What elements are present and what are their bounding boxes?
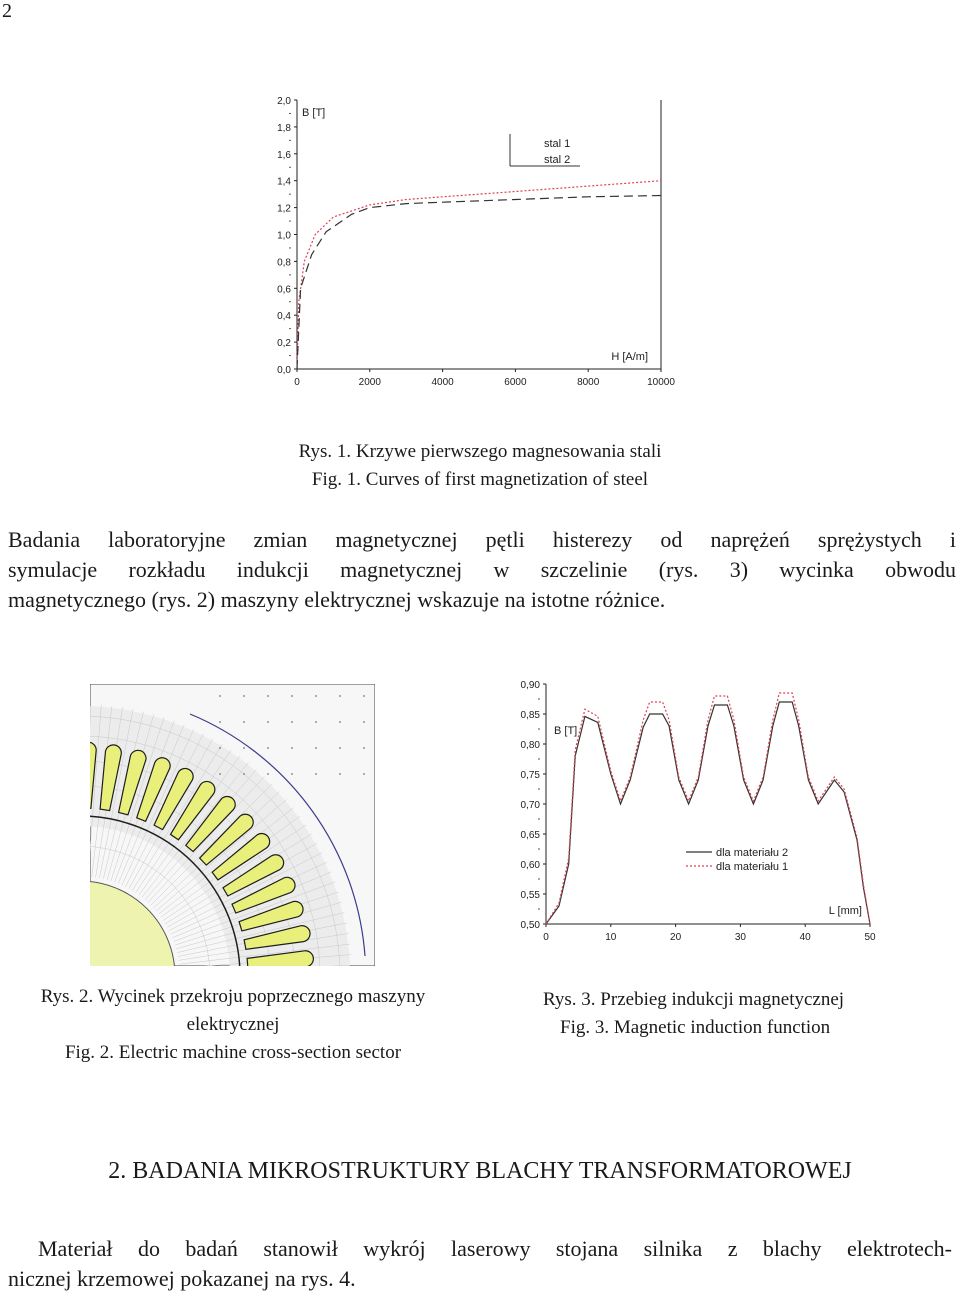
y-axis-label: B [T] bbox=[302, 107, 326, 119]
y-tick-label: 0,6 bbox=[277, 284, 291, 296]
legend-label: stal 2 bbox=[544, 154, 571, 166]
air-region-dot bbox=[219, 747, 221, 749]
air-region-dot bbox=[339, 695, 341, 697]
air-region-dot bbox=[219, 773, 221, 775]
y-tick-label: 0,2 bbox=[277, 338, 291, 350]
legend-label: dla materiału 2 bbox=[716, 847, 789, 859]
air-region-dot bbox=[291, 773, 293, 775]
air-region-dot bbox=[315, 747, 317, 749]
air-region-dot bbox=[315, 695, 317, 697]
air-region-dot bbox=[315, 721, 317, 723]
air-region-dot bbox=[363, 773, 365, 775]
y-tick-label: 0,80 bbox=[520, 740, 540, 751]
y-tick-label: 2,0 bbox=[277, 96, 291, 107]
air-region-dot bbox=[243, 721, 245, 723]
fig3-chart bbox=[500, 674, 880, 949]
air-region-dot bbox=[243, 695, 245, 697]
series-line-2 bbox=[297, 196, 661, 370]
air-region-dot bbox=[339, 773, 341, 775]
paragraph-1-line: Badania laboratoryjne zmian magnetycznej pętli histerezy od naprężeń sprężystych i bbox=[8, 527, 956, 552]
y-tick-label: 0,0 bbox=[277, 365, 291, 376]
air-region-dot bbox=[291, 721, 293, 723]
paragraph-2-line: nicznej krzemowej pokazanej na rys. 4. bbox=[8, 1266, 356, 1291]
y-tick-label: 0,90 bbox=[520, 680, 540, 691]
y-tick-label: 0,8 bbox=[277, 257, 291, 269]
y-tick-label: 0,85 bbox=[520, 710, 540, 721]
air-region-dot bbox=[243, 747, 245, 749]
air-region-dot bbox=[291, 747, 293, 749]
air-region-dot bbox=[339, 747, 341, 749]
x-tick-label: 8000 bbox=[577, 377, 600, 388]
x-tick-label: 30 bbox=[734, 932, 746, 943]
legend-label: stal 1 bbox=[544, 138, 571, 150]
x-tick-label: 2000 bbox=[358, 377, 381, 388]
air-region-dot bbox=[267, 773, 269, 775]
y-tick-label: 0,55 bbox=[520, 890, 540, 901]
air-region-dot bbox=[219, 721, 221, 723]
section-heading: 2. BADANIA MIKROSTRUKTURY BLACHY TRANSFORMATOROWEJ bbox=[108, 1158, 852, 1184]
x-tick-label: 20 bbox=[670, 932, 682, 943]
page-number: 2 bbox=[2, 0, 12, 22]
fig3-caption-pl: Rys. 3. Przebieg indukcji magnetycznej bbox=[543, 989, 845, 1010]
y-tick-label: 1,8 bbox=[277, 122, 291, 134]
y-tick-label: 0,4 bbox=[277, 311, 291, 323]
air-region-dot bbox=[267, 721, 269, 723]
y-axis-label: B [T] bbox=[554, 725, 578, 737]
air-region-dot bbox=[291, 695, 293, 697]
air-region-dot bbox=[267, 695, 269, 697]
y-tick-label: 1,4 bbox=[277, 176, 291, 188]
paragraph-1-line: symulacje rozkładu indukcji magnetycznej w szczelinie (rys. 3) wycinka obwodu bbox=[8, 557, 956, 582]
fig1-caption-en: Fig. 1. Curves of first magnetization of steel bbox=[311, 469, 649, 490]
x-tick-label: 4000 bbox=[431, 377, 454, 388]
air-region-dot bbox=[219, 695, 221, 697]
paragraph-2 bbox=[8, 1234, 952, 1294]
y-tick-label: 0,50 bbox=[520, 920, 540, 931]
fig2-cross-section-image bbox=[90, 684, 375, 966]
series-line-1 bbox=[546, 702, 870, 924]
x-axis-label: H [A/m] bbox=[611, 351, 648, 363]
y-tick-label: 0,70 bbox=[520, 800, 540, 811]
legend-label: dla materiału 1 bbox=[716, 861, 789, 873]
fig2-caption-pl-2: elektrycznej bbox=[186, 1014, 280, 1035]
paragraph-1 bbox=[8, 525, 956, 615]
air-region-dot bbox=[363, 721, 365, 723]
air-region-dot bbox=[315, 773, 317, 775]
fig1-chart bbox=[250, 88, 690, 398]
x-tick-label: 0 bbox=[543, 932, 549, 943]
y-tick-label: 0,60 bbox=[520, 860, 540, 871]
y-tick-label: 0,75 bbox=[520, 770, 540, 781]
paragraph-2-line: Materiał do badań stanowił wykrój laserowy stojana silnika z blachy elektrotech- bbox=[38, 1236, 952, 1261]
fig2-caption-en: Fig. 2. Electric machine cross-section sector bbox=[64, 1042, 402, 1063]
x-tick-label: 10000 bbox=[647, 377, 675, 388]
air-region-dot bbox=[363, 747, 365, 749]
y-tick-label: 1,6 bbox=[277, 149, 291, 161]
x-tick-label: 50 bbox=[864, 932, 876, 943]
fig1-caption-pl: Rys. 1. Krzywe pierwszego magnesowania stali bbox=[298, 441, 662, 462]
y-tick-label: 1,0 bbox=[277, 230, 291, 242]
air-region-dot bbox=[267, 747, 269, 749]
y-tick-label: 0,65 bbox=[520, 830, 540, 841]
x-tick-label: 6000 bbox=[504, 377, 527, 388]
fig3-caption-en: Fig. 3. Magnetic induction function bbox=[560, 1017, 831, 1038]
fig2-caption-pl-1: Rys. 2. Wycinek przekroju poprzecznego maszyny bbox=[40, 986, 426, 1007]
x-tick-label: 40 bbox=[799, 932, 811, 943]
paragraph-1-line: magnetycznego (rys. 2) maszyny elektrycznej wskazuje na istotne różnice. bbox=[8, 587, 666, 612]
y-tick-label: 1,2 bbox=[277, 203, 291, 215]
series-line-1 bbox=[297, 181, 661, 369]
air-region-dot bbox=[339, 721, 341, 723]
air-region-dot bbox=[243, 773, 245, 775]
air-region-dot bbox=[363, 695, 365, 697]
x-tick-label: 10 bbox=[605, 932, 617, 943]
x-tick-label: 0 bbox=[294, 377, 300, 388]
x-axis-label: L [mm] bbox=[828, 905, 862, 917]
